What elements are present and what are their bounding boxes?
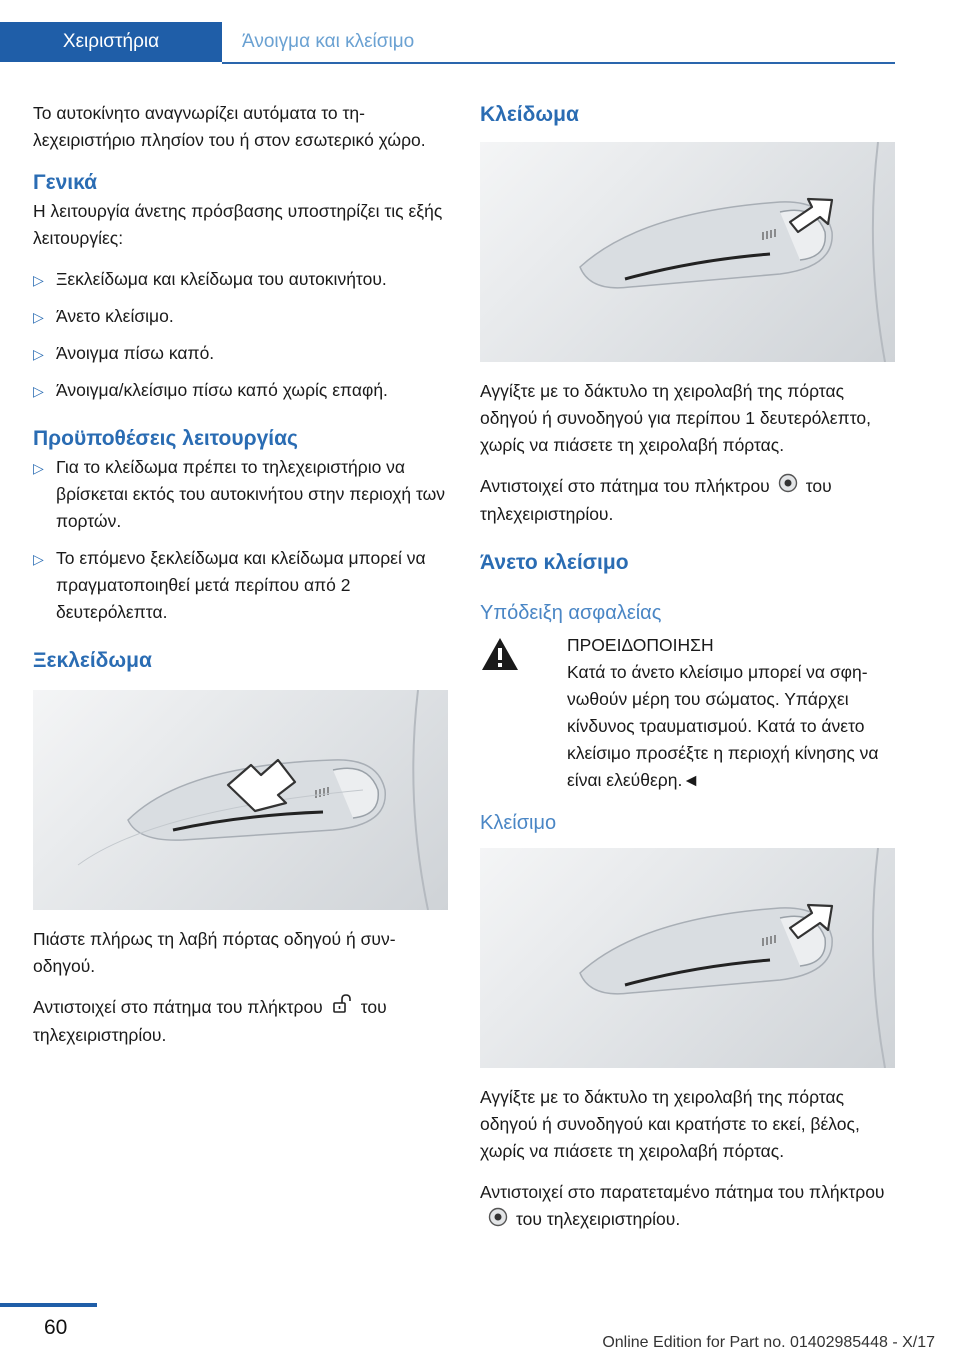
lock-heading: Κλείδωμα — [480, 103, 579, 126]
list-item: ▷ Το επόμενο ξεκλείδωμα και κλείδωμα μπορεί να πραγματοποιηθεί μετά περίπου από 2 δευτερόλεπτα. — [33, 548, 426, 622]
door-handle-closing-image — [480, 848, 895, 1068]
triangle-bullet-icon: ▷ — [33, 383, 44, 399]
unlock-paragraph: Πιάστε πλήρως τη λαβή πόρτας οδηγού ή συνοδηγού. — [33, 929, 396, 976]
prereq-heading: Προϋποθέσεις λειτουργίας — [33, 427, 298, 450]
warning-block — [480, 632, 895, 794]
door-handle-lock-image — [480, 142, 895, 362]
right-column — [480, 100, 895, 1249]
door-handle-unlock-image — [33, 690, 448, 910]
lock-key-icon — [778, 473, 798, 501]
page-number: 60 — [44, 1316, 68, 1339]
section-tab-label: Άνοιγμα και κλείσιμο — [242, 31, 415, 52]
section-tab-label: Χειριστήρια — [62, 31, 160, 52]
intro-paragraph: Το αυτοκίνητο αναγνωρίζει αυτόματα το τηλεχειριστήριο πλησίον του ή στον εσωτερικό χώρο. — [33, 103, 426, 150]
edition-footer: Online Edition for Part no. 01402985448 - X/17 — [602, 1334, 935, 1351]
section-tab-opening-closing[interactable] — [222, 22, 414, 62]
left-column — [33, 100, 448, 1063]
page-header — [0, 22, 895, 64]
closing-key-paragraph: Αντιστοιχεί στο παρατεταμένο πάτημα του πλήκτρουτου τηλεχειριστηρίου. — [480, 1179, 895, 1234]
list-item: ▷ Για το κλείδωμα πρέπει το τηλεχειριστήριο να βρίσκεται εκτός του αυτοκινήτου στην περιοχή των πορτών. — [33, 457, 446, 531]
triangle-bullet-icon: ▷ — [33, 346, 44, 362]
lock-paragraph: Αγγίξτε με το δάκτυλο τη χειρολαβή της πόρτας οδηγού ή συνοδηγού για περίπου 1 δευτερόλεπτο, χωρίς να πιάσετε τη χειρολαβή πόρτας. — [480, 381, 871, 455]
general-paragraph: Η λειτουργία άνετης πρόσβασης υποστηρίζει τις εξής λειτουργίες: — [33, 201, 443, 248]
list-item: ▷ Άνοιγμα/κλείσιμο πίσω καπό χωρίς επαφή. — [33, 377, 448, 404]
comfort-closing-heading: Άνετο κλείσιμο — [480, 551, 629, 575]
general-list — [33, 266, 448, 404]
list-item: ▷ Άνετο κλείσιμο. — [33, 303, 448, 330]
list-item: ▷ Άνοιγμα πίσω καπό. — [33, 340, 448, 367]
warning-title: ΠΡΟΕΙΔΟΠΟΙΗΣΗ — [567, 635, 714, 656]
unlock-padlock-icon — [331, 994, 353, 1022]
general-heading: Γενικά — [33, 171, 98, 194]
unlock-key-paragraph: Αντιστοιχεί στο πάτημα του πλήκτρου του τηλεχειριστηρίου. — [33, 994, 448, 1049]
warning-triangle-icon — [480, 636, 520, 677]
safety-note-heading: Υπόδειξη ασφαλείας — [480, 602, 662, 625]
list-item: ▷ Ξεκλείδωμα και κλείδωμα του αυτοκινήτου. — [33, 266, 448, 293]
lock-key-paragraph: Αντιστοιχεί στο πάτημα του πλήκτρου του τηλεχειριστηρίου. — [480, 473, 895, 528]
unlock-heading: Ξεκλείδωμα — [33, 649, 152, 672]
triangle-bullet-icon: ▷ — [33, 551, 44, 567]
section-tab-controls[interactable] — [0, 22, 222, 62]
header-rule — [222, 62, 895, 64]
page-number-rule — [0, 1303, 97, 1307]
prereq-list — [33, 454, 448, 626]
triangle-bullet-icon: ▷ — [33, 309, 44, 325]
warning-text: Κατά το άνετο κλείσιμο μπορεί να σφηνωθούν μέρη του σώματος. Υπάρχει κίνδυνος τραυματισμού. Κατά το άνετο κλείσιμο προσέξτε η περιοχή κίνησης να είναι ελεύθερη.◄ — [567, 662, 879, 791]
closing-paragraph: Αγγίξτε με το δάκτυλο τη χειρολαβή της πόρτας οδηγού ή συνοδηγού και κρατήστε το εκεί, βέλος, χωρίς να πιάσετε τη χειρολαβή πόρτας. — [480, 1087, 860, 1162]
lock-key-icon — [488, 1207, 508, 1235]
closing-heading: Κλείσιμο — [480, 812, 557, 835]
triangle-bullet-icon: ▷ — [33, 460, 44, 476]
triangle-bullet-icon: ▷ — [33, 272, 44, 288]
